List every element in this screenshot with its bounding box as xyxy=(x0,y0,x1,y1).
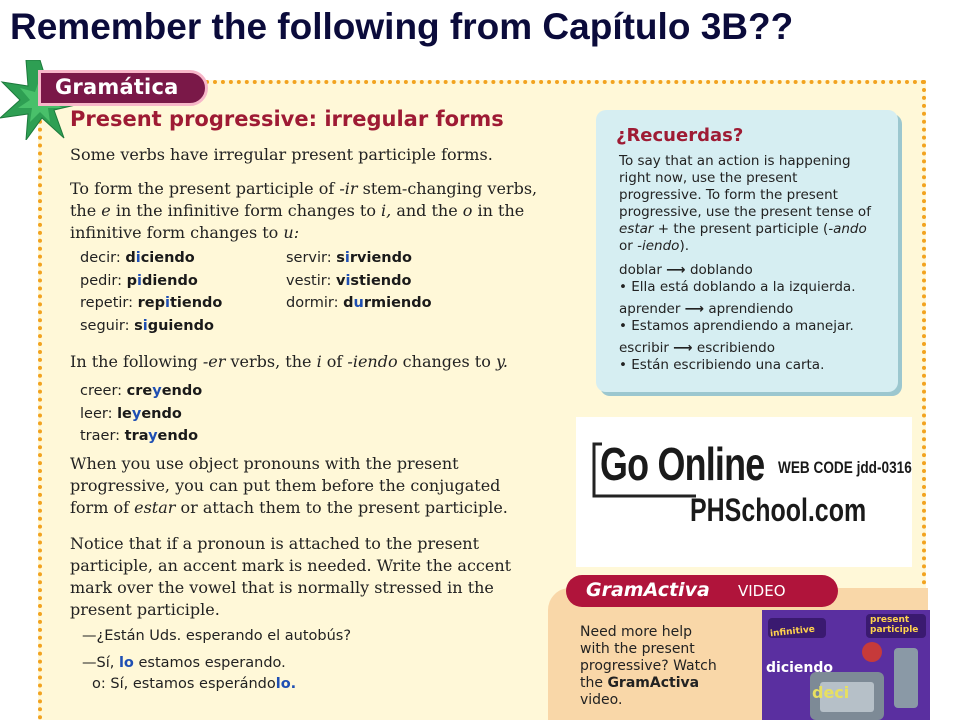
object-pronoun-text: or attach them to the present participle. xyxy=(175,498,508,517)
recuerdas-line: right now, use the present xyxy=(619,170,798,186)
ir-rule-text: To form the present participle of xyxy=(70,179,340,198)
accent-line: participle, an accent mark is needed. Write the accent xyxy=(70,556,512,575)
recuerdas-text: progressive, use the present tense of xyxy=(619,204,871,220)
dialogue-text: estamos esperando. xyxy=(133,655,286,671)
gramactiva-line: Need more help xyxy=(580,624,693,640)
example-infinitive: escribir xyxy=(619,340,669,356)
gramatica-label: Gramática xyxy=(55,75,179,99)
ir-rule-text: and the xyxy=(391,201,463,220)
participle-part: v xyxy=(335,272,346,289)
ir-term: i, xyxy=(381,201,392,220)
verb-item xyxy=(80,295,222,318)
verb-item xyxy=(80,273,222,296)
participle-part: stiendo xyxy=(350,272,412,289)
ir-rule-paragraph xyxy=(70,178,590,244)
er-rule-text: verbs, the xyxy=(225,352,317,371)
verb-infinitive: seguir: xyxy=(80,317,130,334)
recuerdas-line: progressive. To form the present xyxy=(619,187,838,203)
go-online-go: Go xyxy=(600,438,658,490)
verb-infinitive: repetir: xyxy=(80,295,133,311)
participle-part: tiendo xyxy=(169,295,223,311)
slide-title: Remember the following from Capítulo 3B?? xyxy=(10,6,794,47)
ir-rule-text: infinitive form changes to xyxy=(70,223,284,242)
verb-item xyxy=(80,428,202,451)
participle-part: d xyxy=(343,295,354,311)
example-participle: doblando xyxy=(689,262,753,278)
verb-item xyxy=(80,383,202,406)
verb-item xyxy=(80,250,222,273)
verb-infinitive: pedir: xyxy=(80,272,122,289)
gramactiva-text: the xyxy=(580,675,608,691)
ir-term: -ir xyxy=(339,179,358,198)
recuerdas-example xyxy=(619,340,824,374)
er-term: i xyxy=(316,352,322,371)
accent-line: mark over the vowel that is normally stressed in the xyxy=(70,578,494,597)
recuerdas-line xyxy=(619,221,871,238)
example-conversion xyxy=(619,262,856,279)
participle-highlight: u xyxy=(353,295,364,311)
example-sentence: • Estamos aprendiendo a manejar. xyxy=(619,318,854,334)
verb-infinitive: creer: xyxy=(80,383,123,399)
go-online-online: Online xyxy=(657,438,765,490)
ir-term: e xyxy=(101,201,111,220)
gramactiva-line xyxy=(580,675,750,692)
gramactiva-description xyxy=(580,624,750,709)
er-verb-list xyxy=(80,383,202,451)
participle-part: d xyxy=(125,250,136,266)
arrow-icon: ⟶ xyxy=(666,262,686,278)
recuerdas-explanation xyxy=(619,153,871,255)
verb-infinitive: servir: xyxy=(286,250,332,266)
verb-infinitive: vestir: xyxy=(286,272,332,289)
participle-highlight: i xyxy=(142,317,148,334)
verb-item xyxy=(80,406,202,429)
arrow-icon: ⟶ xyxy=(673,340,693,356)
participle-part: ciendo xyxy=(140,250,195,266)
thumb-tag-infinitive: infinitive xyxy=(769,624,816,640)
accent-line: Notice that if a pronoun is attached to the present xyxy=(70,534,480,553)
recuerdas-text: or xyxy=(619,238,638,254)
participle-highlight: y xyxy=(131,405,142,422)
er-rule-paragraph xyxy=(70,351,508,373)
example-conversion xyxy=(619,340,824,357)
thumb-tag-participle: present participle xyxy=(870,615,919,635)
go-online-logo xyxy=(600,437,764,491)
pronoun-highlight: lo. xyxy=(275,676,297,692)
dialogue-answer-2 xyxy=(92,676,296,692)
recuerdas-text: + the present participle ( xyxy=(653,221,829,237)
recuerdas-term: -iendo xyxy=(637,238,680,254)
participle-part: s xyxy=(134,317,143,334)
object-pronoun-line: When you use object pronouns with the present xyxy=(70,454,459,473)
gramactiva-line: progressive? Watch xyxy=(580,658,717,674)
participle-part: rviendo xyxy=(349,250,412,266)
gramatica-banner xyxy=(38,70,208,106)
participle-part: rep xyxy=(137,295,165,311)
recuerdas-term: estar xyxy=(619,221,654,237)
recuerdas-title: ¿Recuerdas? xyxy=(616,125,744,146)
participle-part: cre xyxy=(126,383,153,399)
pronoun-highlight: lo xyxy=(118,655,134,671)
web-code: WEB CODE jdd-0316 xyxy=(778,458,912,477)
recuerdas-line xyxy=(619,204,871,221)
dialogue-answer-1 xyxy=(82,655,286,671)
participle-part: le xyxy=(117,405,132,422)
object-pronoun-line xyxy=(70,497,508,519)
verb-item xyxy=(286,295,432,318)
verb-item xyxy=(80,318,222,341)
estar-term: estar xyxy=(134,498,176,517)
verb-infinitive: dormir: xyxy=(286,295,339,311)
er-rule-text: changes to xyxy=(397,352,496,371)
ir-rule-text: in the infinitive form changes to xyxy=(110,201,382,220)
participle-highlight: i xyxy=(135,250,141,266)
participle-part: p xyxy=(126,272,137,289)
ir-rule-text: in the xyxy=(472,201,525,220)
er-term: y. xyxy=(495,352,508,371)
example-conversion xyxy=(619,301,854,318)
object-pronoun-line: progressive, you can put them before the conjugated xyxy=(70,476,501,495)
example-sentence: • Ella está doblando a la izquierda. xyxy=(619,279,856,295)
accent-line: present participle. xyxy=(70,600,220,619)
er-term: -er xyxy=(202,352,226,371)
participle-part: endo xyxy=(161,383,203,399)
example-infinitive: doblar xyxy=(619,262,662,278)
gramactiva-line: video. xyxy=(580,692,623,708)
participle-highlight: i xyxy=(345,272,351,289)
participle-part: endo xyxy=(157,428,199,444)
participle-part: diendo xyxy=(141,272,198,289)
gramactiva-brand: GramActiva xyxy=(586,579,710,601)
participle-highlight: y xyxy=(152,383,162,399)
dialogue-text: o: Sí, estamos esperándo xyxy=(92,676,276,692)
er-rule-text: In the following xyxy=(70,352,203,371)
object-pronoun-paragraph xyxy=(70,453,508,519)
ir-rule-text: stem-changing verbs, xyxy=(357,179,538,198)
accent-paragraph xyxy=(70,533,511,621)
intro-paragraph xyxy=(70,144,493,166)
section-heading: Present progressive: irregular forms xyxy=(70,107,504,131)
verb-infinitive: leer: xyxy=(80,405,113,422)
dialogue-question: —¿Están Uds. esperando el autobús? xyxy=(82,628,352,644)
recuerdas-example xyxy=(619,262,856,296)
thumb-word: diciendo xyxy=(766,660,834,676)
verb-infinitive: traer: xyxy=(80,428,121,444)
ir-term: u: xyxy=(283,223,300,242)
participle-part: endo xyxy=(141,405,182,422)
recuerdas-line: To say that an action is happening xyxy=(619,153,851,169)
er-rule-text: of xyxy=(321,352,348,371)
ir-rule-text: the xyxy=(70,201,102,220)
verb-infinitive: decir: xyxy=(80,250,121,266)
participle-part: guiendo xyxy=(147,317,214,334)
example-participle: escribiendo xyxy=(696,340,775,356)
participle-part: s xyxy=(336,250,345,266)
participle-highlight: y xyxy=(148,428,158,444)
example-sentence: • Están escribiendo una carta. xyxy=(619,357,825,373)
example-infinitive: aprender xyxy=(619,301,681,317)
participle-highlight: i xyxy=(164,295,170,311)
intro-text: Some verbs have irregular present participle forms. xyxy=(70,145,493,164)
gramactiva-video-label: VIDEO xyxy=(738,582,786,600)
recuerdas-term: -ando xyxy=(828,221,867,237)
ir-term: o xyxy=(462,201,473,220)
example-participle: aprendiendo xyxy=(708,301,794,317)
participle-highlight: i xyxy=(344,250,350,266)
ir-verb-list-right xyxy=(286,250,432,318)
thumb-word-2: deci xyxy=(812,683,850,702)
object-pronoun-text: form of xyxy=(70,498,135,517)
verb-item xyxy=(286,250,432,273)
gramactiva-line: with the present xyxy=(580,641,695,657)
recuerdas-line xyxy=(619,238,871,255)
er-term: -iendo xyxy=(347,352,398,371)
gramactiva-text-bold: GramActiva xyxy=(607,675,700,691)
arrow-icon: ⟶ xyxy=(684,301,705,317)
participle-part: tra xyxy=(124,428,149,444)
gramactiva-banner xyxy=(566,575,838,607)
recuerdas-example xyxy=(619,301,854,335)
ir-verb-list-left xyxy=(80,250,222,340)
dialogue-text: —Sí, xyxy=(82,655,119,671)
recuerdas-text: ). xyxy=(679,238,689,254)
participle-highlight: i xyxy=(136,272,142,289)
phschool-link[interactable]: PHSchool.com xyxy=(690,492,867,528)
verb-item xyxy=(286,273,432,296)
participle-part: rmiendo xyxy=(363,295,432,311)
